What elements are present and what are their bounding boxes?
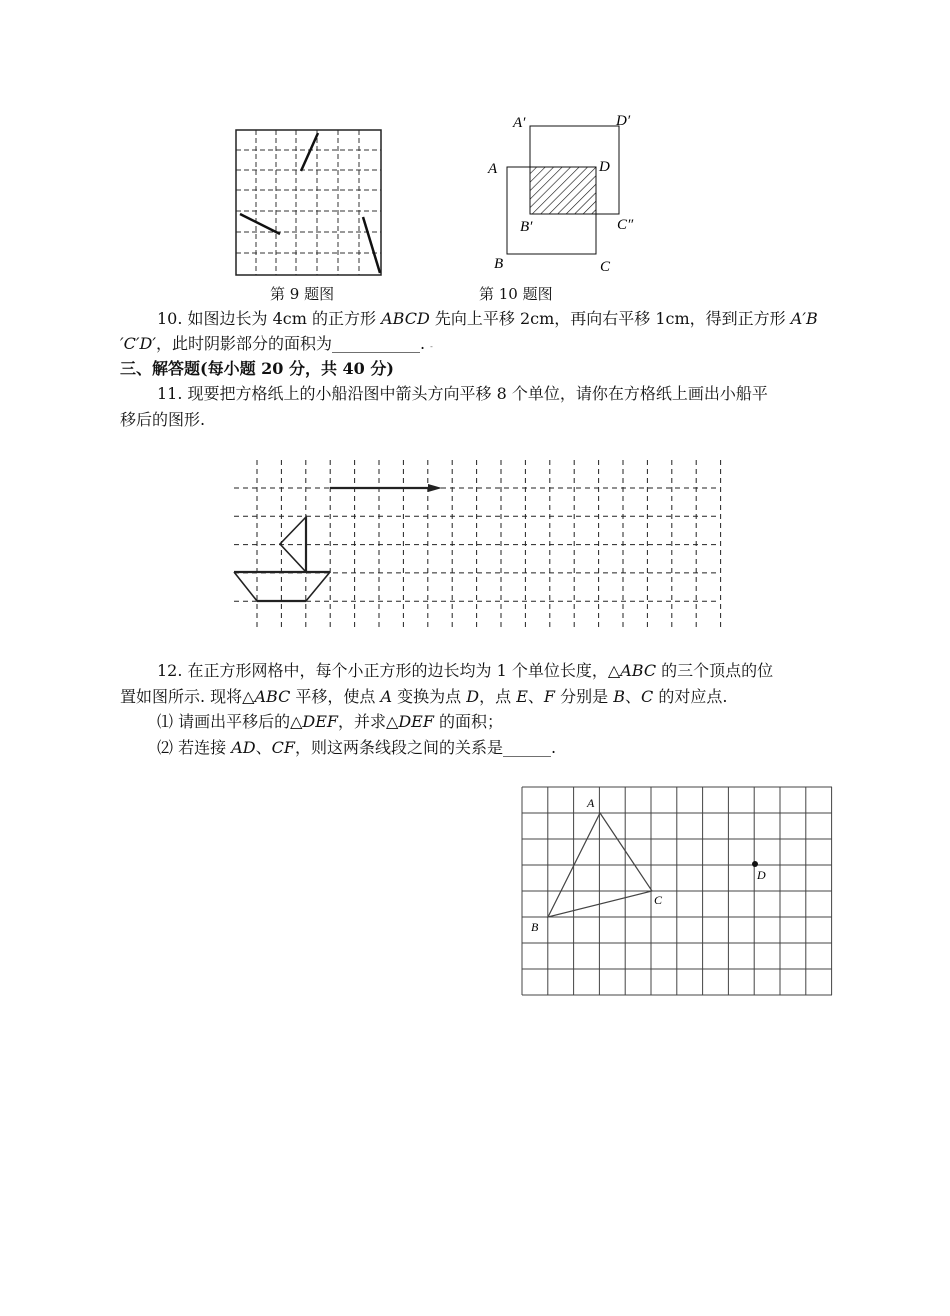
grid-label-d: D xyxy=(757,868,766,882)
boat-hull-right xyxy=(306,572,330,601)
question-12-part-1: ⑴ 请画出平移后的△DEF，并求△DEF 的面积； xyxy=(157,712,504,731)
label-d-prime: D′ xyxy=(616,113,631,129)
question-10-line-2: ′C′D′，此时阴影部分的面积为___________. - xyxy=(120,334,433,353)
label-a-prime: A′ xyxy=(513,115,526,131)
question-12-line-1: 12. 在正方形网格中，每个小正方形的边长均为 1 个单位长度，△ABC 的三个顶点的位 xyxy=(157,661,774,680)
figure-9-segment-left xyxy=(240,214,280,234)
boat-grid xyxy=(230,458,722,633)
figure-9-grid xyxy=(234,128,386,280)
grid-label-c: C xyxy=(654,893,663,907)
figure-10-caption: 第 10 题图 xyxy=(479,285,553,303)
figure-10-shaded-overlap xyxy=(530,167,596,214)
label-c: C xyxy=(600,259,611,275)
label-b-prime: B′ xyxy=(520,219,533,235)
label-c-prime: C″ xyxy=(617,217,634,233)
figure-9-segment-right xyxy=(363,217,380,273)
question-10-line-1: 10. 如图边长为 4cm 的正方形 ABCD 先向上平移 2cm，再向右平移 1cm，得到正方形 A′B xyxy=(157,309,818,328)
figure-9-caption: 第 9 题图 xyxy=(270,285,335,303)
arrow-head xyxy=(428,484,442,492)
grid-label-a: A xyxy=(587,796,595,810)
point-d xyxy=(752,861,758,867)
question-11-line-1: 11. 现要把方格纸上的小船沿图中箭头方向平移 8 个单位，请你在方格纸上画出小船平 xyxy=(157,384,768,403)
question-12-part-2: ⑵ 若连接 AD、CF，则这两条线段之间的关系是______. xyxy=(157,738,557,757)
question-11-line-2: 移后的图形. xyxy=(120,410,206,429)
figure-10-squares xyxy=(485,108,645,278)
grid-label-b: B xyxy=(531,920,539,934)
question-12-line-2: 置如图所示. 现将△ABC 平移，使点 A 变换为点 D，点 E、F 分别是 B、C 的对应点. xyxy=(120,687,728,706)
triangle-grid xyxy=(520,785,836,998)
label-d: D xyxy=(599,159,610,175)
section-3-title: 三、解答题(每小题 20 分，共 40 分) xyxy=(120,359,394,378)
figure-9-segment-top xyxy=(301,133,318,171)
label-b: B xyxy=(494,256,504,272)
triangle-gridlines xyxy=(522,787,832,995)
label-a: A xyxy=(488,161,498,177)
boat-hull-left xyxy=(234,572,257,601)
